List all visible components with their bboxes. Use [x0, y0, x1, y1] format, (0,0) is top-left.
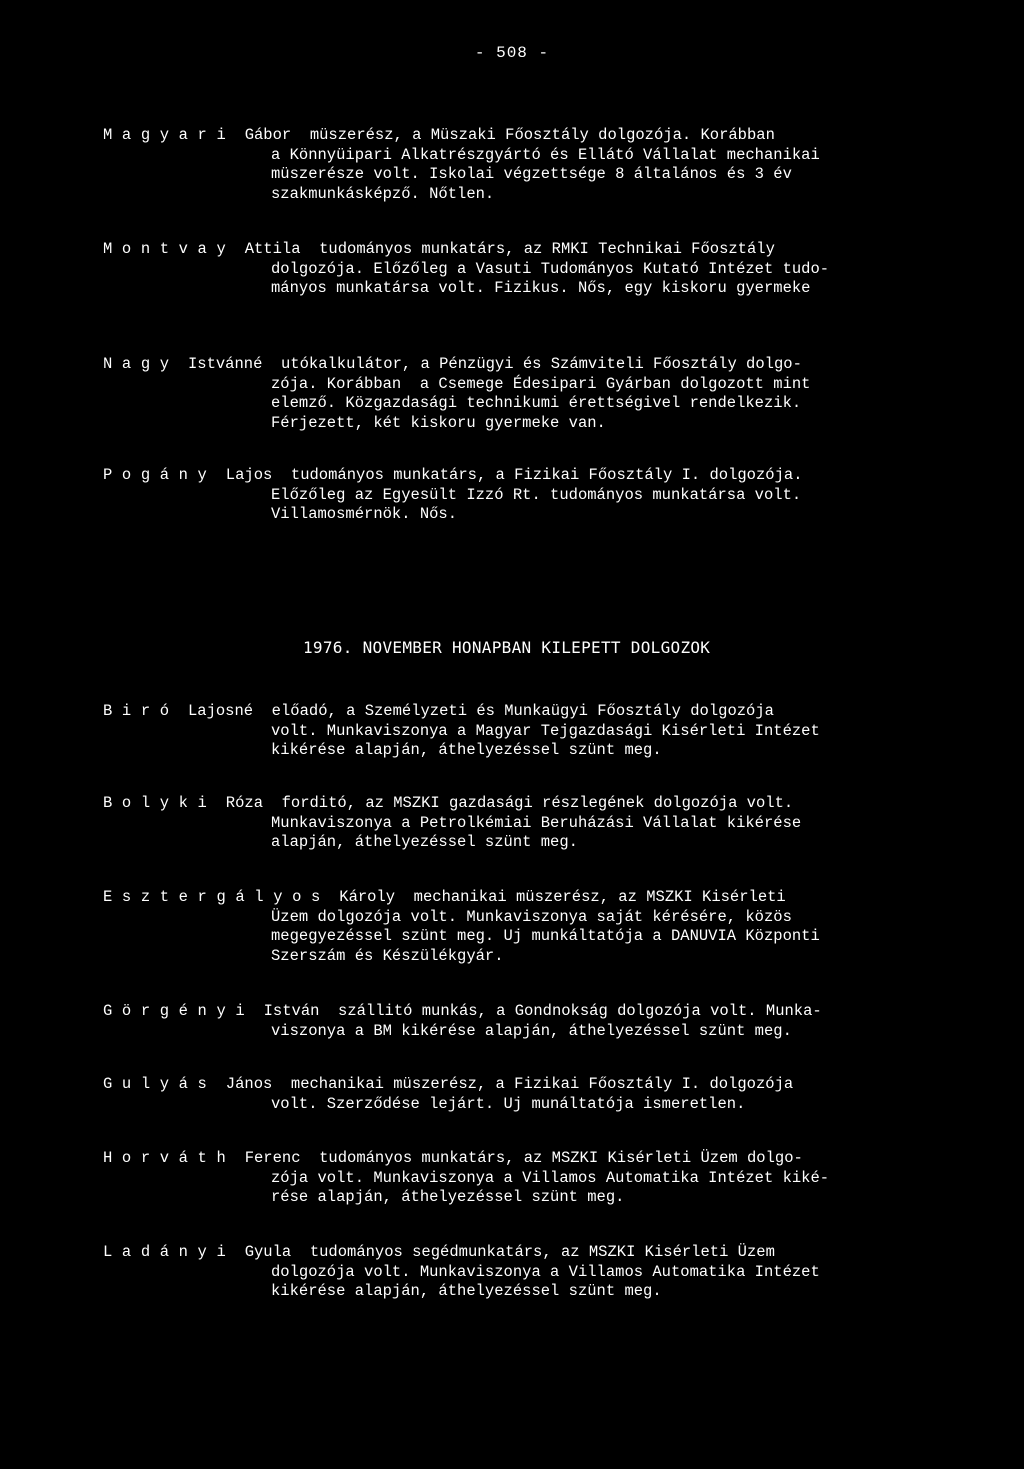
entry-line: zója. Korábban a Csemege Édesipari Gyárban dolgozott mint [271, 374, 811, 393]
entry-line: kikérése alapján, áthelyezéssel szünt meg. [271, 741, 662, 759]
surname: Ladányi [103, 1243, 236, 1261]
surname: Horváth [103, 1149, 236, 1167]
entry-first-line [103, 466, 983, 486]
entry-line: Munkaviszonya a Petrolkémiai Beruházási Vállalat kikérése [271, 813, 802, 832]
entry-line: kikérése alapján, áthelyezéssel szünt meg. [271, 1282, 662, 1300]
entry-text: Károly mechanikai müszerész, az MSZKI Kisérleti [339, 888, 786, 906]
entry-text: Attila tudományos munkatárs, az RMKI Technikai Főosztály [244, 240, 775, 258]
entry-line: szakmunkásképző. Nőtlen. [271, 184, 495, 203]
entry-first-line [103, 888, 983, 908]
entry-first-line [103, 240, 983, 260]
entry-gorgenyi [103, 1002, 983, 1041]
entry-line: a Könnyüipari Alkatrészgyártó és Ellátó Vállalat mechanikai [271, 145, 820, 164]
entry-line: volt. Munkaviszonya a Magyar Tejgazdasági Kisérleti Intézet [271, 721, 820, 740]
surname: Bolyki [103, 794, 217, 812]
entry-text: István szállitó munkás, a Gondnokság dolgozója volt. Munka- [263, 1002, 822, 1020]
entry-ladanyi [103, 1243, 983, 1302]
entry-first-line [103, 1243, 983, 1263]
entry-line: dolgozója volt. Munkaviszonya a Villamos Automatika Intézet [271, 1262, 820, 1281]
surname: Nagy [103, 355, 179, 373]
entry-first-line [103, 355, 983, 375]
entry-line: rése alapján, áthelyezéssel szünt meg. [271, 1188, 625, 1206]
entry-line: alapján, áthelyezéssel szünt meg. [271, 833, 578, 851]
entry-first-line [103, 126, 983, 146]
entry-esztergalyos [103, 888, 983, 966]
entry-line: Szerszám és Készülékgyár. [271, 946, 504, 965]
entry-line: elemző. Közgazdasági technikumi érettségivel rendelkezik. [271, 394, 802, 412]
surname: Magyari [103, 126, 236, 144]
surname: Pogány [103, 466, 217, 484]
entry-line: mányos munkatársa volt. Fizikus. Nős, egy kiskoru gyermeke [271, 279, 811, 297]
surname: Görgényi [103, 1002, 255, 1020]
entry-first-line [103, 1075, 983, 1095]
entry-text: Lajosné előadó, a Személyzeti és Munkaügyi Főosztály dolgozója [187, 702, 774, 720]
entry-magyari [103, 126, 983, 204]
entry-text: Ferenc tudományos munkatárs, az MSZKI Kisérleti Üzem dolgo- [244, 1149, 803, 1167]
entry-line: Férjezett, két kiskoru gyermeke van. [271, 413, 606, 432]
entry-line: müszerésze volt. Iskolai végzettsége 8 általános és 3 év [271, 165, 792, 183]
entry-text: Gyula tudományos segédmunkatárs, az MSZKI Kisérleti Üzem [244, 1243, 775, 1261]
entry-bolyki [103, 794, 983, 853]
entry-text: Lajos tudományos munkatárs, a Fizikai Főosztály I. dolgozója. [225, 466, 803, 484]
entry-first-line [103, 1149, 983, 1169]
entry-text: Róza forditó, az MSZKI gazdasági részlegének dolgozója volt. [225, 794, 794, 812]
surname: Biró [103, 702, 179, 720]
surname: Gulyás [103, 1075, 217, 1093]
entry-pogany [103, 466, 983, 525]
entry-nagy [103, 355, 983, 433]
entry-biro [103, 702, 983, 761]
surname: Montvay [103, 240, 236, 258]
entry-text: János mechanikai müszerész, a Fizikai Főosztály I. dolgozója [225, 1075, 794, 1093]
entry-line: volt. Szerződése lejárt. Uj munáltatója ismeretlen. [271, 1094, 746, 1113]
entry-line: viszonya a BM kikérése alapján, áthelyezéssel szünt meg. [271, 1021, 792, 1040]
entry-line: Villamosmérnök. Nős. [271, 505, 458, 523]
entry-first-line [103, 702, 983, 722]
section-heading: 1976. NOVEMBER HONAPBAN KILEPETT DOLGOZOK [303, 638, 711, 657]
entry-horvath [103, 1149, 983, 1208]
page-number: - 508 - [474, 44, 550, 62]
entry-line: dolgozója. Előzőleg a Vasuti Tudományos Kutató Intézet tudo- [271, 259, 830, 278]
entry-text: Gábor müszerész, a Müszaki Főosztály dolgozója. Korábban [244, 126, 775, 144]
entry-line: Üzem dolgozója volt. Munkaviszonya saját kérésére, közös [271, 907, 792, 926]
entry-montvay [103, 240, 983, 299]
entry-line: zója volt. Munkaviszonya a Villamos Automatika Intézet kiké- [271, 1168, 830, 1187]
entry-text: Istvánné utókalkulátor, a Pénzügyi és Számviteli Főosztály dolgo- [187, 355, 802, 373]
entry-first-line [103, 1002, 983, 1022]
entry-line: Előzőleg az Egyesült Izzó Rt. tudományos munkatársa volt. [271, 485, 802, 504]
entry-gulyas [103, 1075, 983, 1114]
surname: Esztergályos [103, 888, 330, 906]
entry-first-line [103, 794, 983, 814]
entry-line: megegyezéssel szünt meg. Uj munkáltatója a DANUVIA Központi [271, 927, 820, 945]
